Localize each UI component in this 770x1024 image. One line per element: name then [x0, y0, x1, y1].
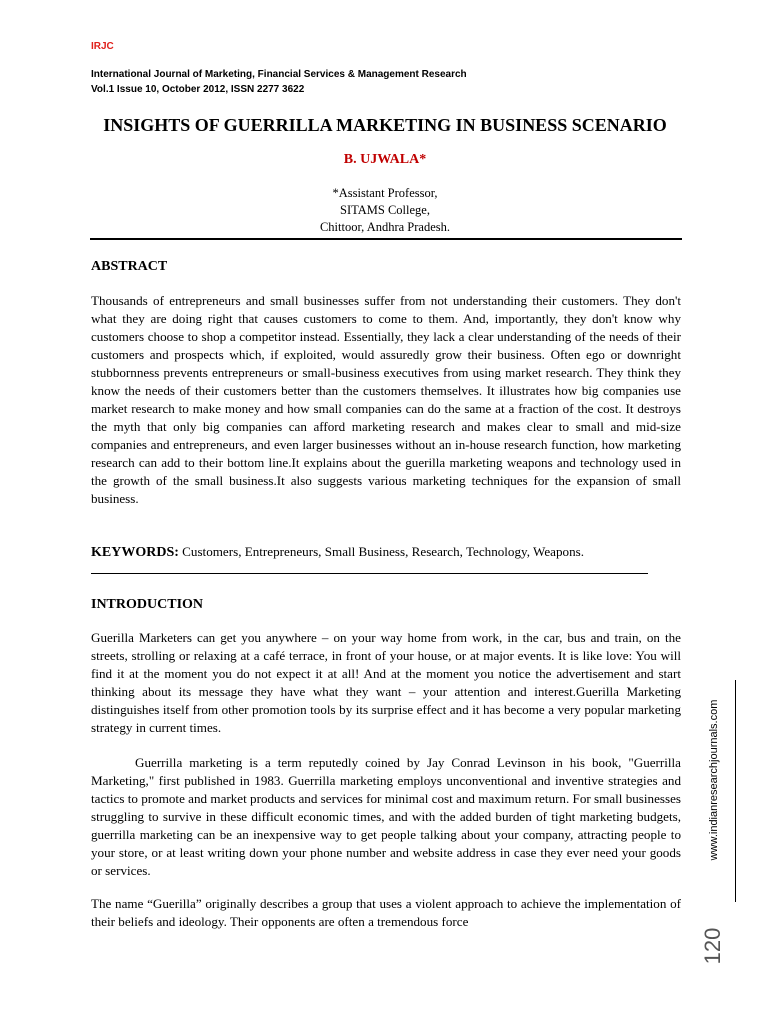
affiliation-line: *Assistant Professor,: [332, 186, 438, 200]
journal-brand: IRJC: [91, 41, 114, 52]
affiliation-line: Chittoor, Andhra Pradesh.: [319, 220, 451, 234]
introduction-paragraph-2: Guerrilla marketing is a term reputedly coined by Jay Conrad Levinson in his book, "Guerrilla Marketing," first published in 1983. Guerrilla marketing employs unconventional and inventive strategies and tactics to promote and market products and services for minimal cost and maximum return. For small businesses struggling to survive in these difficult economic times, and with the added burden of tight marketing budgets, guerrilla marketing can be an inexpensive way to get people talking about your company, attracting people to your store, or at least writing down your phone number and website address in case they ever need your goods or services.: [91, 755, 681, 878]
abstract-text: Thousands of entrepreneurs and small businesses suffer from not understanding their customers. They don't what they are doing right that causes customers to come to them. And, importantly, they don't know why customers choose to shop a competitor instead. Essentially, they lack a clear understanding of the needs of their customers and prospects which, if exploited, would assuredly grow their business. Often ego or downright stubbornness prevents entrepreneurs or small-business executives from using market research. They think they know the needs of their customers better than the customers themselves. It illustrates how big companies use market research to make money and how small companies can do the same at a fraction of the cost. It destroys the myth that only big companies can afford marketing research and makes clear to small and mid-size companies and entrepreneurs, and even larger businesses without an in-house research function, how marketing research can add to their bottom line.It explains about the guerilla marketing weapons and technology used in the growth of the small business.It also suggests various marketing techniques for the expansion of small business.: [91, 293, 681, 506]
introduction-heading: INTRODUCTION: [91, 597, 204, 612]
article-title: INSIGHTS OF GUERRILLA MARKETING IN BUSINESS SCENARIO: [103, 115, 667, 135]
author-affiliation: [80, 185, 690, 236]
keywords-text: Customers, Entrepreneurs, Small Business, Research, Technology, Weapons.: [178, 544, 584, 559]
article-author: B. UJWALA*: [343, 152, 427, 167]
introduction-paragraph-3: The name “Guerilla” originally describes a group that uses a violent approach to achieve the implementation of their beliefs and ideology. Their opponents are often a tremendous force: [91, 896, 681, 929]
journal-name: International Journal of Marketing, Financial Services & Management Research: [91, 69, 467, 80]
journal-volume-issue: Vol.1 Issue 10, October 2012, ISSN 2277 3622: [91, 84, 305, 95]
header-divider: [90, 238, 682, 240]
keywords-line: [91, 543, 681, 562]
journal-website-text: www.indianresearchjournals.com: [708, 699, 720, 861]
affiliation-line: SITAMS College,: [340, 203, 430, 217]
keywords-divider: [91, 573, 648, 574]
abstract-heading: ABSTRACT: [91, 259, 168, 274]
page-number-text: 120: [700, 927, 725, 965]
side-divider: [735, 680, 736, 902]
keywords-label: KEYWORDS:: [91, 545, 179, 560]
introduction-paragraph-1: Guerilla Marketers can get you anywhere – on your way home from work, in the car, bus and train, on the streets, strolling or relaxing at a café terrace, in front of your house, or at major events. It is like love: You will find it at the moment you do not expect it at all! And at the moment you notice the advertisement and start thinking about its message they have what they want – your attention and interest.Guerilla Marketing distinguishes itself from other promotion tools by its surprise effect and it has become a very popular marketing strategy in current times.: [91, 630, 681, 735]
